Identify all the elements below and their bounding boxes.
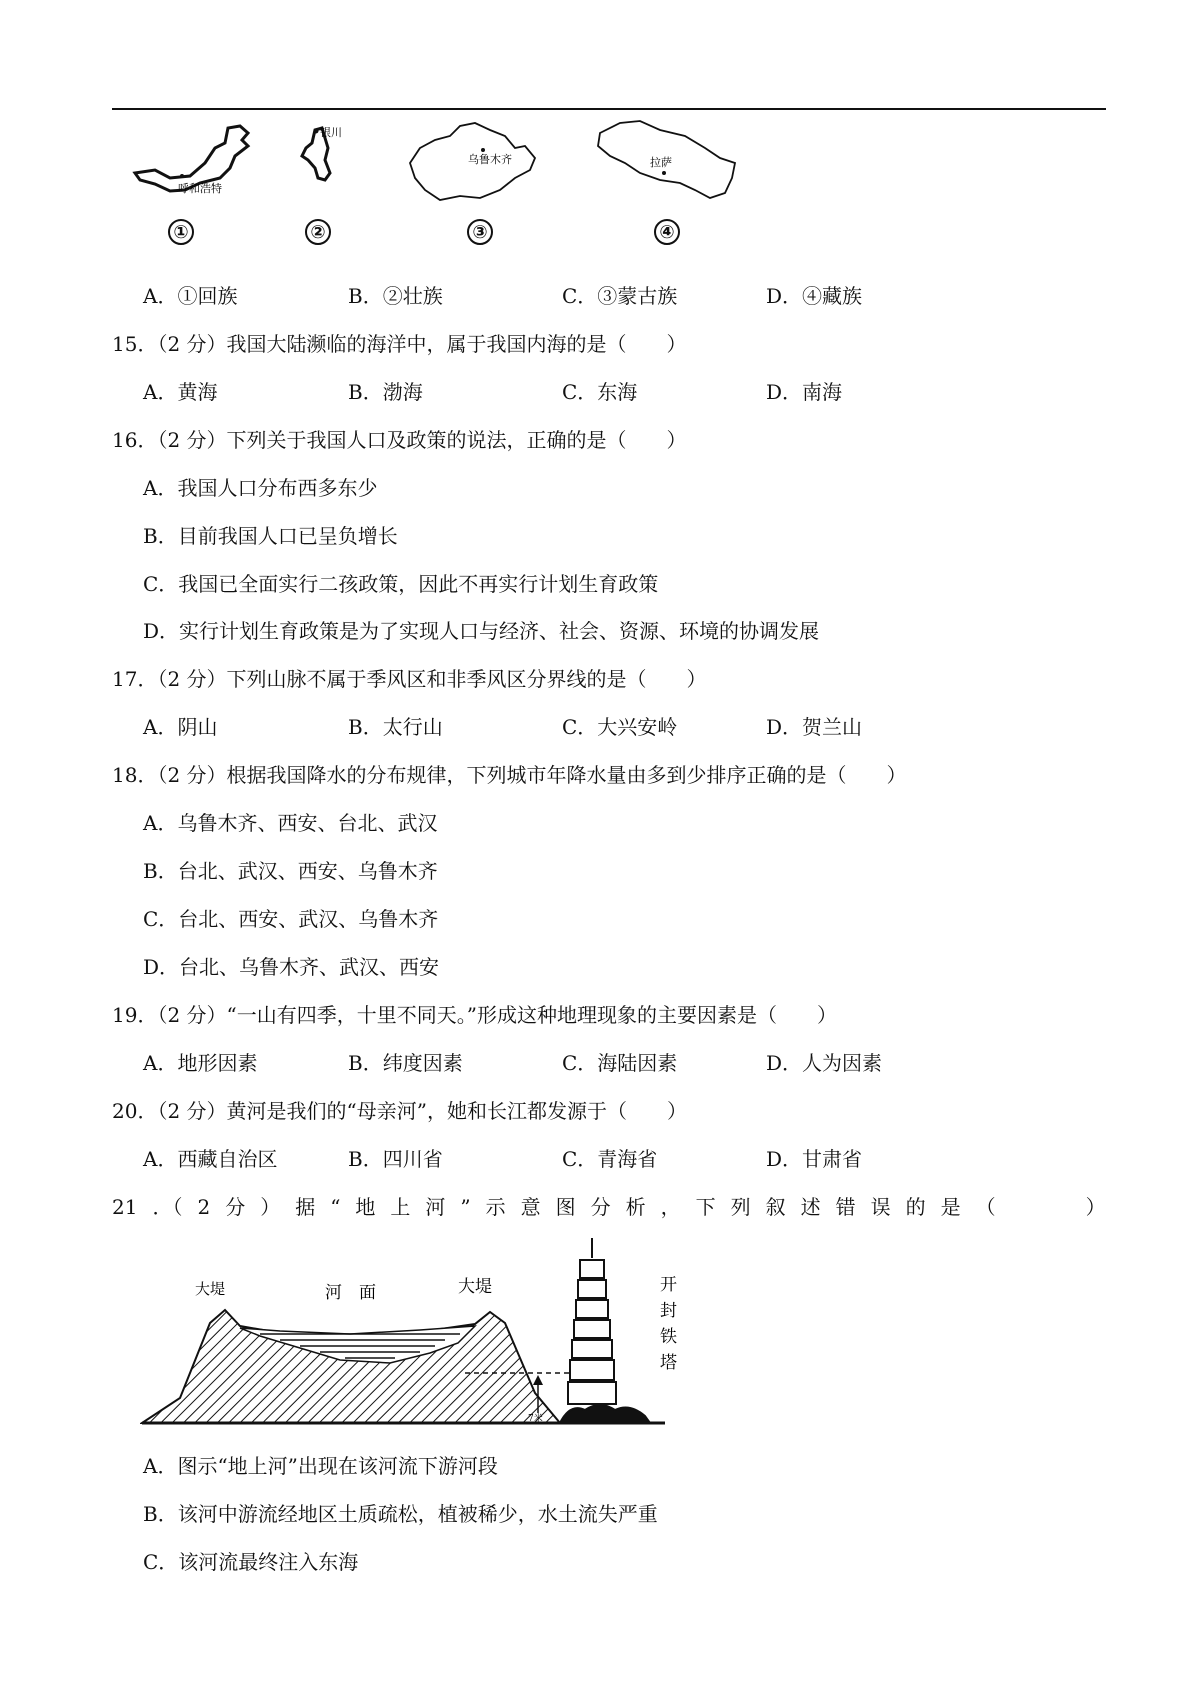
q16-option-d[interactable]: D．实行计划生育政策是为了实现人口与经济、社会、资源、环境的协调发展 — [143, 619, 820, 643]
q21-stem: 21 ．（ 2 分 ） 据 “ 地 上 河 ” 示 意 图 分 析 ， 下 列 叙 述 错 误 的 是 （ ） — [112, 1195, 1106, 1219]
map-2-number: ② — [305, 219, 331, 245]
label-height: 7米 — [528, 1414, 543, 1424]
tower-label-1: 开 — [660, 1275, 677, 1295]
q15-option-c[interactable]: C．东海 — [562, 380, 638, 404]
map-2-city: 银川 — [320, 126, 342, 139]
raised-river-svg — [140, 1228, 720, 1430]
q16-option-b[interactable]: B．目前我国人口已呈负增长 — [143, 524, 398, 548]
map-3-number: ③ — [467, 219, 493, 245]
map-4-city: 拉萨 — [650, 156, 672, 169]
q19-option-c[interactable]: C．海陆因素 — [562, 1051, 678, 1075]
q17-option-b[interactable]: B．太行山 — [348, 715, 443, 739]
q14-option-b[interactable]: B．②壮族 — [348, 284, 443, 308]
q17-option-d[interactable]: D．贺兰山 — [766, 715, 863, 739]
kaifeng-iron-pagoda — [560, 1238, 650, 1423]
q17-option-c[interactable]: C．大兴安岭 — [562, 715, 678, 739]
tower-label-3: 铁 — [660, 1327, 677, 1347]
q14-option-d[interactable]: D．④藏族 — [766, 284, 863, 308]
q17-option-a[interactable]: A．阴山 — [143, 715, 218, 739]
tower-label-2: 封 — [660, 1301, 677, 1321]
q20-stem: 20．（2 分）黄河是我们的“母亲河”，她和长江都发源于（ ） — [112, 1099, 687, 1123]
label-left-dike: 大堤 — [195, 1280, 226, 1298]
q16-option-c[interactable]: C．我国已全面实行二孩政策，因此不再实行计划生育政策 — [143, 572, 659, 596]
header-rule — [112, 108, 1106, 110]
raised-river-diagram — [140, 1228, 720, 1430]
q16-option-a[interactable]: A．我国人口分布西多东少 — [143, 476, 378, 500]
q21-option-a[interactable]: A．图示“地上河”出现在该河流下游河段 — [143, 1454, 498, 1478]
q18-option-b[interactable]: B．台北、武汉、西安、乌鲁木齐 — [143, 859, 438, 883]
q16-stem: 16．（2 分）下列关于我国人口及政策的说法，正确的是（ ） — [112, 428, 687, 452]
q17-stem: 17．（2 分）下列山脉不属于季风区和非季风区分界线的是（ ） — [112, 667, 707, 691]
q15-option-b[interactable]: B．渤海 — [348, 380, 423, 404]
q20-option-b[interactable]: B．四川省 — [348, 1147, 443, 1171]
q14-option-c[interactable]: C．③蒙古族 — [562, 284, 678, 308]
province-maps — [130, 118, 830, 273]
q18-stem: 18．（2 分）根据我国降水的分布规律，下列城市年降水量由多到少排序正确的是（ ） — [112, 763, 907, 787]
q21-option-b[interactable]: B．该河中游流经地区土质疏松，植被稀少，水土流失严重 — [143, 1502, 658, 1526]
q15-option-d[interactable]: D．南海 — [766, 380, 843, 404]
q20-option-d[interactable]: D．甘肃省 — [766, 1147, 863, 1171]
q15-stem: 15．（2 分）我国大陆濒临的海洋中，属于我国内海的是（ ） — [112, 332, 687, 356]
q19-option-b[interactable]: B．纬度因素 — [348, 1051, 463, 1075]
q19-stem: 19．（2 分）“一山有四季，十里不同天。”形成这种地理现象的主要因素是（ ） — [112, 1003, 837, 1027]
q14-option-a[interactable]: A．①回族 — [143, 284, 238, 308]
map-4-number: ④ — [654, 219, 680, 245]
label-right-dike: 大堤 — [458, 1277, 492, 1297]
q15-option-a[interactable]: A．黄海 — [143, 380, 218, 404]
province-outlines — [130, 118, 830, 273]
q18-option-a[interactable]: A．乌鲁木齐、西安、台北、武汉 — [143, 811, 438, 835]
q18-option-c[interactable]: C．台北、西安、武汉、乌鲁木齐 — [143, 907, 439, 931]
tower-label-4: 塔 — [660, 1353, 677, 1373]
q20-option-c[interactable]: C．青海省 — [562, 1147, 658, 1171]
q19-option-d[interactable]: D．人为因素 — [766, 1051, 883, 1075]
q18-option-d[interactable]: D．台北、乌鲁木齐、武汉、西安 — [143, 955, 440, 979]
map-3-city: 乌鲁木齐 — [468, 153, 512, 166]
dike-body — [142, 1310, 560, 1423]
map-1-city: 呼和浩特 — [178, 182, 222, 195]
q21-option-c[interactable]: C．该河流最终注入东海 — [143, 1550, 359, 1574]
q19-option-a[interactable]: A．地形因素 — [143, 1051, 258, 1075]
q20-option-a[interactable]: A．西藏自治区 — [143, 1147, 278, 1171]
label-river-surface: 河 面 — [325, 1283, 376, 1303]
map-1-number: ① — [168, 219, 194, 245]
